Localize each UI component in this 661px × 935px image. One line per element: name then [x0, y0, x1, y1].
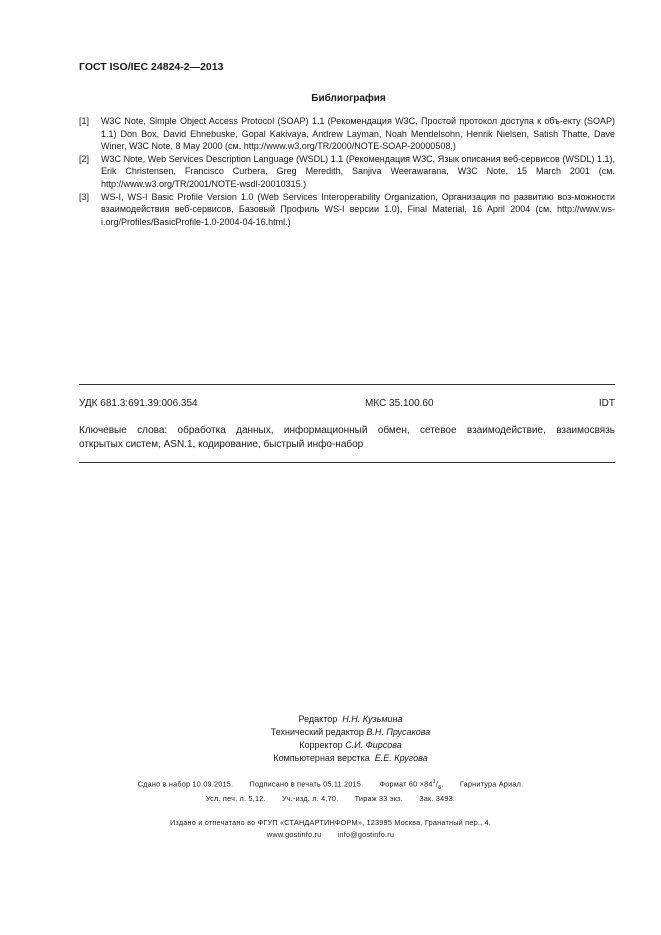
- reference-text: W3C Note, Simple Object Access Protocol (SOAP) 1.1 (Рекомендация W3C, Простой протокол доступа к объ-екту (SOAP) 1.1) Don Box, David Ehnebuske, Gopal Kakivaya, Andrew Layman, Noah Mendelsohn, Henrik Nielsen, Satish Thatte, Dave Winer, W3C Note, 8 May 2000 (см. http://www.w3.org/TR/2000/NOTE-SOAP-20000508.): [101, 116, 615, 152]
- imprint-line-2: Усл. печ. л. 5,12. Уч.-изд. л. 4,70. Тираж 33 экз. Зак. 3493.: [205, 794, 456, 803]
- credits: [0, 713, 661, 765]
- udk-code: УДК 681.3:691.39:006.354: [79, 398, 198, 409]
- reference-text: W3C Note, Web Services Description Language (WSDL) 1.1 (Рекомендация W3C, Язык описания веб-сервисов (WSDL) 1.1), Erik Christensen, Francisco Curbera, Greg Meredith, Sanjiva Weerawarana, W3C Note, 15 March 2001 (см. http://www.w3.org/TR/2001/NOTE-wsdl-20010315.): [101, 153, 615, 189]
- reference-number: [1]: [79, 116, 90, 126]
- idt-label: IDT: [598, 398, 615, 409]
- bibliography-title: Библиография: [311, 93, 386, 104]
- standard-designation: ГОСТ ISO/IEC 24824-2—2013: [79, 61, 224, 73]
- credit-tech-editor: Технический редактор В.Н. Прусакова: [270, 727, 431, 737]
- website-link[interactable]: www.gostinfo.ru: [266, 830, 322, 839]
- reference-item: [79, 153, 615, 191]
- keywords-line-2: открытых систем, ASN.1, кодирование, быстрый инфо-набор: [79, 439, 364, 450]
- reference-item: [79, 115, 615, 153]
- reference-number: [3]: [79, 191, 90, 202]
- mks-code: МКС 35.100.60: [365, 398, 434, 409]
- keywords: [79, 424, 615, 452]
- credit-editor: Редактор Н.Н. Кузьмина: [298, 714, 403, 724]
- credit-layout: Компьютерная верстка Е.Е. Кругова: [273, 753, 428, 763]
- divider-bottom: [79, 462, 615, 463]
- reference-item: [79, 191, 615, 229]
- imprint-line-1: Сдано в набор 10.09.2015. Подписано в печать 05.11.2015. Формат $60 \times 84^1/_8$. Гарнитура Ариал.: [137, 779, 524, 791]
- reference-text: WS-I, WS-I Basic Profile Version 1.0 (Web Services Interoperability Organization, Организация по развитию воз-можности взаимодействия веб-сервисов, Базовый Профиль WS-I версии 1.0), Final Material, 16 April 2004 (см. http://www.ws-i.org/Profiles/BasicProfile-1.0-2004-04-16.html.): [101, 191, 615, 227]
- imprint-contacts: [0, 830, 661, 839]
- imprint-publisher: Издано и отпечатано во ФГУП «СТАНДАРТИНФОРМ», 123995 Москва, Гранатный пер., 4.: [169, 818, 492, 827]
- reference-number: [2]: [79, 153, 90, 164]
- divider-top: [79, 384, 615, 385]
- credit-corrector: Корректор С.И. Фирсова: [299, 740, 402, 750]
- email-link[interactable]: info@gostinfo.ru: [337, 830, 395, 839]
- bibliography-list: [79, 115, 615, 228]
- keywords-line-1: Ключевые слова: обработка данных, информационный обмен, сетевое взаимодействие, взаимосвязь: [79, 425, 615, 436]
